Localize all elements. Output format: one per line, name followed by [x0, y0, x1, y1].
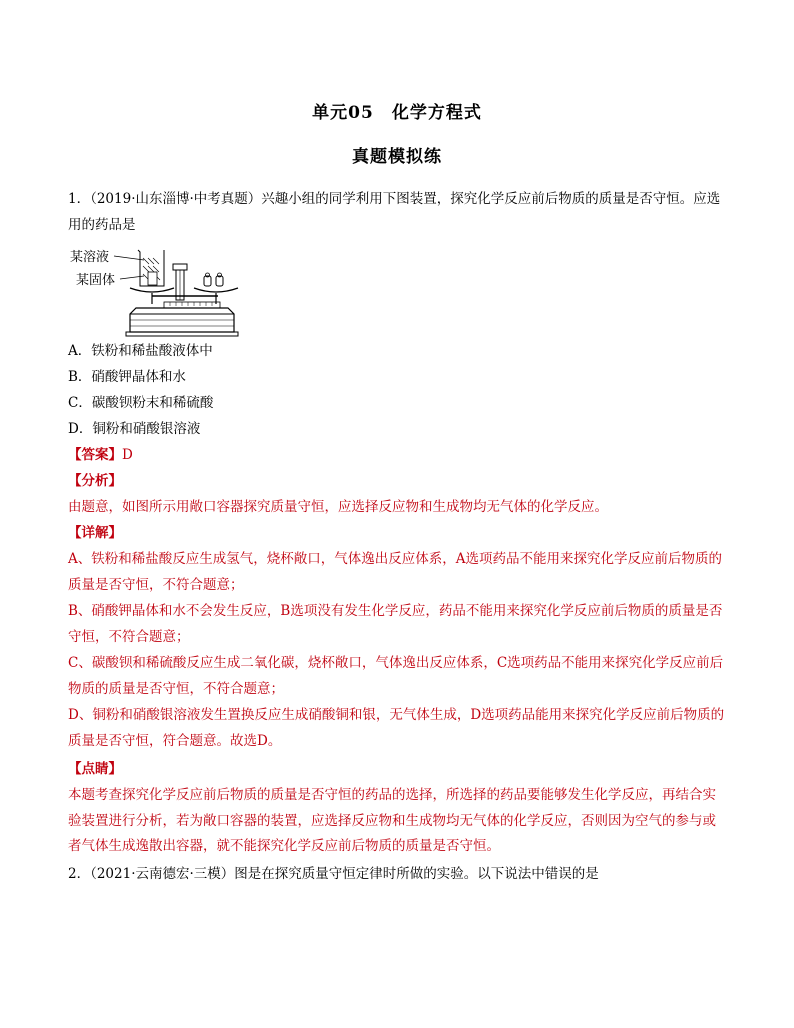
- tip-label: 【点睛】: [68, 761, 122, 777]
- balance-apparatus-figure: [68, 246, 258, 338]
- answer-line: [68, 443, 133, 467]
- detail-a: A、铁粉和稀盐酸反应生成氢气，烧杯敞口，气体逸出反应体系，A选项药品不能用来探究化学反应前后物质的质量是否守恒，不符合题意；: [68, 551, 722, 593]
- label-solution: 某溶液: [70, 250, 110, 265]
- label-solid: 某固体: [76, 273, 116, 288]
- answer-label: 【答案】: [68, 447, 122, 463]
- question-1-stem: 1．（2019·山东淄博·中考真题）兴趣小组的同学利用下图装置，探究化学反应前后物质的质量是否守恒。应选用的药品是: [68, 191, 721, 233]
- detail-b: B、硝酸钾晶体和水不会发生反应，B选项没有发生化学反应，药品不能用来探究化学反应前后物质的质量是否守恒，不符合题意；: [68, 603, 723, 645]
- option-b: B．硝酸钾晶体和水: [68, 369, 186, 385]
- option-d: D．铜粉和硝酸银溶液: [68, 421, 201, 437]
- analysis-label: 【分析】: [68, 473, 122, 489]
- section-subtitle: 真题模拟练: [352, 147, 442, 167]
- balance-drawing: [68, 246, 258, 338]
- unit-title: 单元05 化学方程式: [312, 103, 482, 123]
- option-a: A．铁粉和稀盐酸液体中: [68, 343, 213, 359]
- option-c: C．碳酸钡粉末和稀硫酸: [68, 395, 214, 411]
- detail-label: 【详解】: [68, 525, 122, 541]
- detail-c: C、碳酸钡和稀硫酸反应生成二氧化碳，烧杯敞口，气体逸出反应体系，C选项药品不能用来探究化学反应前后物质的质量是否守恒，不符合题意；: [68, 655, 724, 697]
- tip-text: 本题考查探究化学反应前后物质的质量是否守恒的药品的选择，所选择的药品要能够发生化学反应，再结合实验装置进行分析，若为敞口容器的装置，应选择反应物和生成物均无气体的化学反应，否则因为空气的参与或者气体生成逸散出容器，就不能探究化学反应前后物质的质量是否守恒。: [68, 787, 716, 854]
- analysis-text: 由题意，如图所示用敞口容器探究质量守恒，应选择反应物和生成物均无气体的化学反应。: [68, 499, 608, 515]
- question-2-stem: 2．（2021·云南德宏·三模）图是在探究质量守恒定律时所做的实验。以下说法中错误的是: [68, 866, 599, 882]
- answer-value: D: [122, 447, 133, 463]
- detail-d: D、铜粉和硝酸银溶液发生置换反应生成硝酸铜和银，无气体生成，D选项药品能用来探究化学反应前后物质的质量是否守恒，符合题意。故选D。: [68, 707, 725, 749]
